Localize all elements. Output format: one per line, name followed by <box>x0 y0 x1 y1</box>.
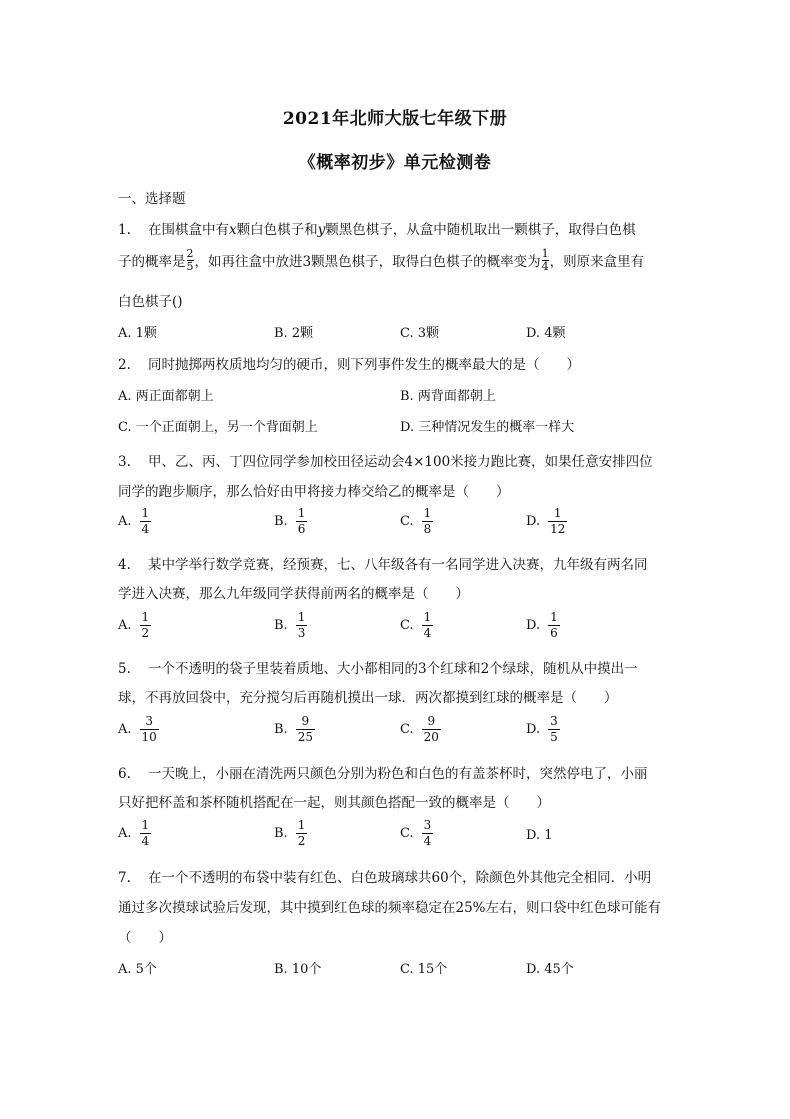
option-d: D. $\frac{1}{6}$ <box>526 610 558 640</box>
option-c: C. $\frac{1}{4}$ <box>400 610 432 640</box>
option-d: D. 45个 <box>526 962 574 977</box>
option-c: C. $\frac{3}{4}$ <box>400 818 432 848</box>
option-c: C. $\frac{1}{8}$ <box>400 506 432 536</box>
fraction: $\frac{9}{25}$ <box>297 714 313 744</box>
question-6-line-1: 6. 一天晚上，小丽在清洗两只颜色分别为粉色和白色的有盖茶杯时，突然停电了，小丽 <box>118 766 648 782</box>
question-6-options <box>118 818 678 852</box>
fraction: $\frac{1}{4}$ <box>141 818 150 848</box>
question-1-line-2: 子的概率是 $\frac{2}{5}$ ，如再往盒中放进3颗黑色棋子，取得白色棋子的概率变为 $\frac{1}{4}$ ，则原来盒里有 <box>118 247 645 273</box>
fraction: $\frac{1}{2}$ <box>141 610 150 640</box>
question-4-line-1: 4. 某中学举行数学竞赛，经预赛，七、八年级各有一名同学进入决赛，九年级有两名同 <box>118 557 648 573</box>
option-a: A. $\frac{1}{4}$ <box>118 506 150 536</box>
fraction: $\frac{1}{4}$ <box>141 506 150 536</box>
option-b: B. $\frac{1}{6}$ <box>274 506 306 536</box>
fraction: $\frac{3}{4}$ <box>423 818 432 848</box>
option-d: D. 三种情况发生的概率一样大 <box>400 420 575 435</box>
option-c: C. $\frac{9}{20}$ <box>400 714 439 744</box>
fraction: $\frac{1}{6}$ <box>297 506 306 536</box>
question-4-options <box>118 610 678 644</box>
option-a: A. $\frac{3}{10}$ <box>118 714 157 744</box>
question-3-options <box>118 506 678 540</box>
question-2-options-row-2 <box>118 416 678 450</box>
fraction: $\frac{9}{20}$ <box>423 714 439 744</box>
option-b: B. 2颗 <box>274 326 314 341</box>
option-c: C. 一个正面朝上，另一个背面朝上 <box>118 420 318 435</box>
question-7-options <box>118 958 678 992</box>
question-1-line-1: 1. 在围棋盒中有x颗白色棋子和y颗黑色棋子，从盒中随机取出一颗棋子，取得白色棋 <box>118 222 636 238</box>
option-b: B. $\frac{1}{3}$ <box>274 610 306 640</box>
fraction: $\frac{1}{6}$ <box>550 610 558 640</box>
option-d: D. $\frac{3}{5}$ <box>526 714 558 744</box>
option-b: B. 两背面都朝上 <box>400 389 496 404</box>
option-d: D. 4颗 <box>526 326 566 341</box>
fraction: $\frac{2}{5}$ <box>186 247 194 273</box>
question-2-options-row-1 <box>118 385 678 419</box>
option-b: B. 10个 <box>274 962 322 977</box>
fraction: $\frac{3}{5}$ <box>550 714 558 744</box>
fraction: $\frac{1}{3}$ <box>297 610 306 640</box>
option-c: C. 15个 <box>400 962 448 977</box>
fraction: $\frac{1}{4}$ <box>541 247 549 273</box>
fraction: $\frac{1}{8}$ <box>423 506 432 536</box>
option-a: A. $\frac{1}{2}$ <box>118 610 150 640</box>
fraction: $\frac{1}{2}$ <box>297 818 306 848</box>
option-a: A. 5个 <box>118 962 157 977</box>
fraction: $\frac{3}{10}$ <box>141 714 157 744</box>
exam-title: 2021年北师大版七年级下册 <box>282 109 508 129</box>
question-7-line-1: 7. 在一个不透明的布袋中装有红色、白色玻璃球共60个，除颜色外其他完全相同．小明 <box>118 870 652 886</box>
question-3-line-2: 同学的跑步顺序，那么恰好由甲将接力棒交给乙的概率是（ ） <box>118 484 510 500</box>
option-a: A. 1颗 <box>118 326 157 341</box>
section-heading: 一、选择题 <box>118 191 186 207</box>
question-1-options <box>118 322 678 356</box>
question-5-line-2: 球，不再放回袋中，充分搅匀后再随机摸出一球．两次都摸到红球的概率是（ ） <box>118 690 618 706</box>
option-d: D. $\frac{1}{12}$ <box>526 506 566 536</box>
exam-subtitle: 《概率初步》单元检测卷 <box>298 153 492 173</box>
question-7-line-2: 通过多次摸球试验后发现，其中摸到红色球的频率稳定在25%左右，则口袋中红色球可能有 <box>118 900 662 916</box>
question-2-line-1: 2. 同时抛掷两枚质地均匀的硬币，则下列事件发生的概率最大的是（ ） <box>118 357 580 373</box>
option-c: C. 3颗 <box>400 326 440 341</box>
question-7-line-3: （ ） <box>118 930 172 946</box>
option-d: D. 1 <box>526 828 553 843</box>
question-5-options <box>118 714 678 748</box>
fraction: $\frac{1}{4}$ <box>423 610 432 640</box>
option-b: B. $\frac{9}{25}$ <box>274 714 313 744</box>
question-3-line-1: 3. 甲、乙、丙、丁四位同学参加校田径运动会4×100米接力跑比赛，如果任意安排四位 <box>118 454 653 470</box>
question-6-line-2: 只好把杯盖和茶杯随机搭配在一起，则其颜色搭配一致的概率是（ ） <box>118 795 550 811</box>
option-a: A. 两正面都朝上 <box>118 389 214 404</box>
option-a: A. $\frac{1}{4}$ <box>118 818 150 848</box>
question-4-line-2: 学进入决赛，那么九年级同学获得前两名的概率是（ ） <box>118 586 469 602</box>
option-b: B. $\frac{1}{2}$ <box>274 818 306 848</box>
question-1-line-3: 白色棋子() <box>118 294 183 310</box>
fraction: $\frac{1}{12}$ <box>550 506 566 536</box>
question-5-line-1: 5. 一个不透明的袋子里装着质地、大小都相同的3个红球和2个绿球，随机从中摸出一 <box>118 661 638 677</box>
